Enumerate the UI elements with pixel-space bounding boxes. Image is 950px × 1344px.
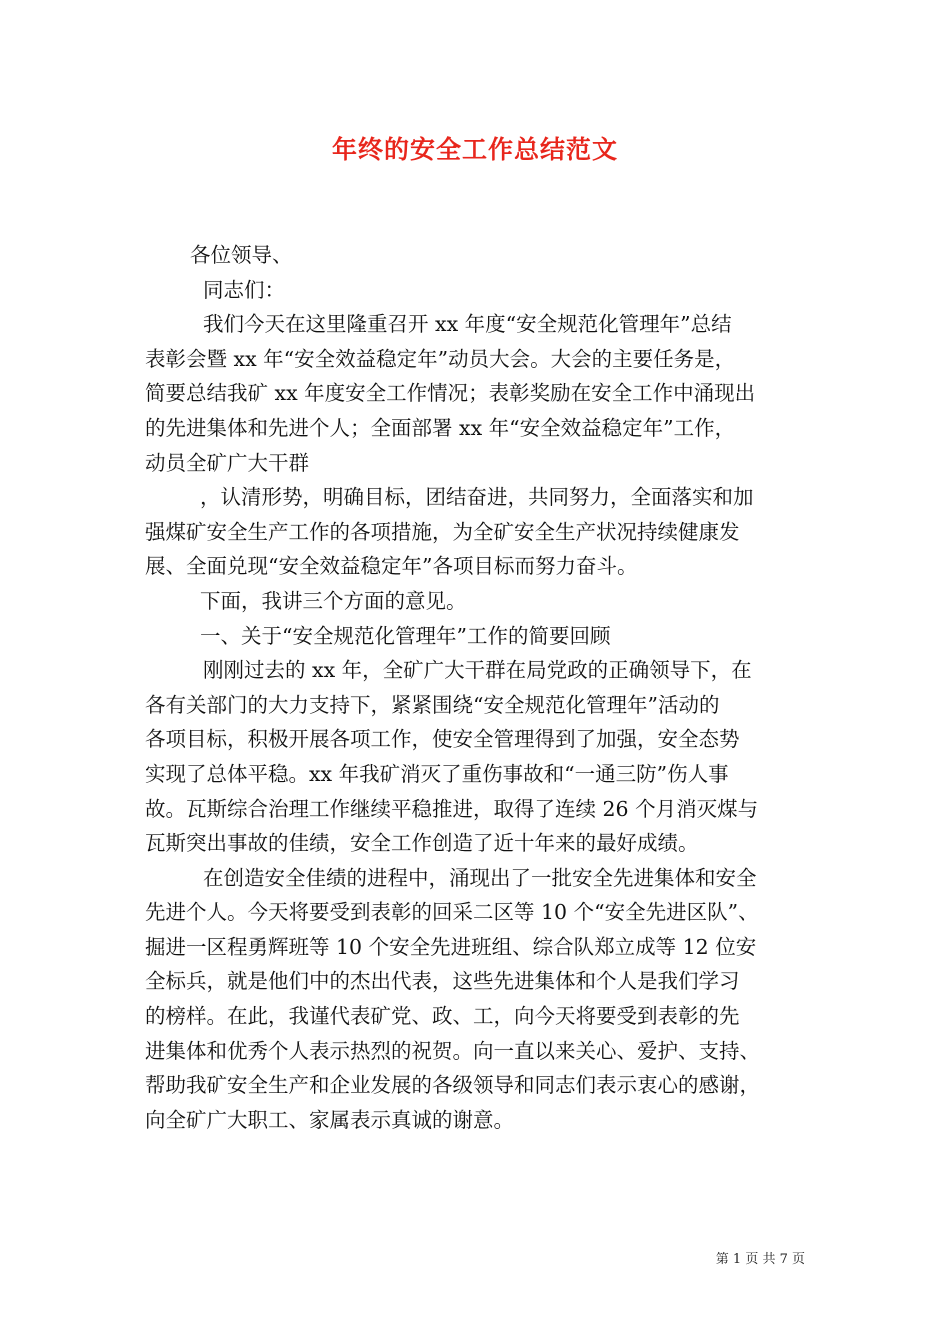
paragraph-line: 在创造安全佳绩的进程中，涌现出了一批安全先进集体和安全 bbox=[203, 865, 757, 890]
paragraph-line: 动员全矿广大干群 bbox=[145, 450, 309, 475]
salutation-line: 各位领导、 bbox=[190, 243, 293, 267]
paragraph-line: 全标兵，就是他们中的杰出代表，这些先进集体和个人是我们学习 bbox=[145, 969, 740, 994]
paragraph-line: 展、全面兑现“安全效益稳定年”各项目标而努力奋斗。 bbox=[145, 554, 638, 579]
paragraph-line: 故。瓦斯综合治理工作继续平稳推进，取得了连续 26 个月消灭煤与 bbox=[145, 796, 759, 821]
paragraph-line: 掘进一区程勇辉班等 10 个安全先进班组、综合队郑立成等 12 位安 bbox=[145, 934, 757, 959]
paragraph-line: 实现了总体平稳。xx 年我矿消灭了重伤事故和“一通三防”伤人事 bbox=[145, 761, 729, 786]
paragraph-line: 各项目标，积极开展各项工作，使安全管理得到了加强，安全态势 bbox=[145, 727, 740, 752]
paragraph-line: 帮助我矿安全生产和企业发展的各级领导和同志们表示衷心的感谢， bbox=[145, 1073, 760, 1098]
document-body bbox=[145, 238, 810, 1137]
paragraph-line: 各有关部门的大力支持下，紧紧围绕“安全规范化管理年”活动的 bbox=[145, 692, 720, 717]
paragraph-line: ，认清形势，明确目标，团结奋进，共同努力，全面落实和加 bbox=[200, 485, 754, 510]
paragraph-line: 的榜样。在此，我谨代表矿党、政、工，向今天将要受到表彰的先 bbox=[145, 1004, 740, 1029]
paragraph-line: 刚刚过去的 xx 年，全矿广大干群在局党政的正确领导下，在 bbox=[203, 658, 752, 683]
section-heading: 一、关于“安全规范化管理年”工作的简要回顾 bbox=[200, 623, 611, 648]
paragraph-line: 瓦斯突出事故的佳绩，安全工作创造了近十年来的最好成绩。 bbox=[145, 831, 699, 856]
paragraph-line: 下面，我讲三个方面的意见。 bbox=[200, 588, 467, 613]
paragraph-line: 我们今天在这里隆重召开 xx 年度“安全规范化管理年”总结 bbox=[203, 312, 732, 337]
paragraph-line: 进集体和优秀个人表示热烈的祝贺。向一直以来关心、爱护、支持、 bbox=[145, 1038, 760, 1063]
paragraph-line: 向全矿广大职工、家属表示真诚的谢意。 bbox=[145, 1107, 514, 1132]
paragraph-line: 简要总结我矿 xx 年度安全工作情况；表彰奖励在安全工作中涌现出 bbox=[145, 381, 756, 406]
paragraph-line: 表彰会暨 xx 年“安全效益稳定年”动员大会。大会的主要任务是， bbox=[145, 346, 736, 371]
paragraph-line: 的先进集体和先进个人；全面部署 xx 年“安全效益稳定年”工作， bbox=[145, 415, 736, 440]
paragraph-line: 先进个人。今天将要受到表彰的回采二区等 10 个“安全先进区队”、 bbox=[145, 900, 759, 925]
page-number: 第 1 页 共 7 页 bbox=[715, 1252, 805, 1267]
document-title: 年终的安全工作总结范文 bbox=[331, 135, 618, 164]
salutation-line: 同志们： bbox=[203, 277, 285, 302]
paragraph-line: 强煤矿安全生产工作的各项措施，为全矿安全生产状况持续健康发 bbox=[145, 519, 740, 544]
